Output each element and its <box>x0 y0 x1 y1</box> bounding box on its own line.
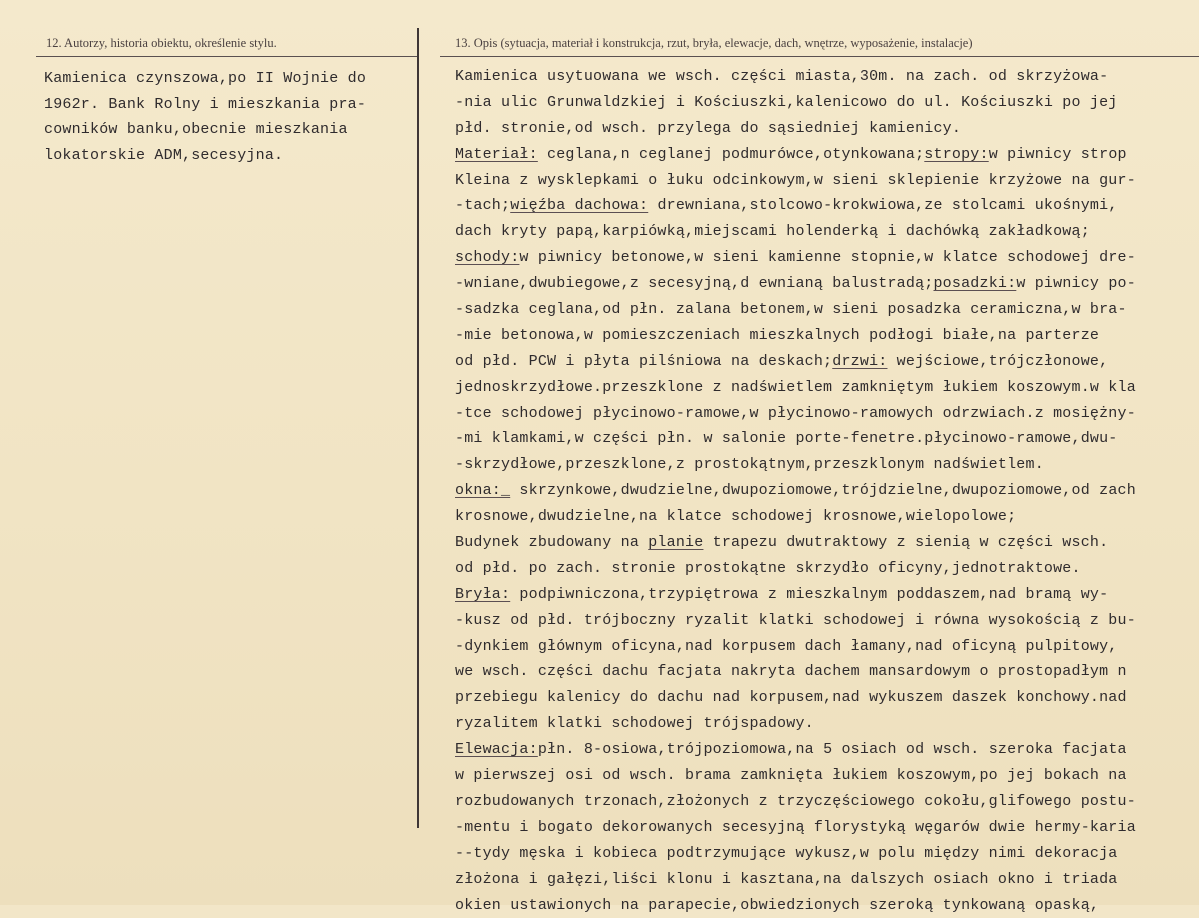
text-run: okien ustawionych na parapecie,obwiedzionych szeroką tynkowaną opaską, <box>455 897 1099 914</box>
text-run: od płd. po zach. stronie prostokątne skrzydło oficyny,jednotraktowe. <box>455 560 1081 577</box>
text-run: płn. 8-osiowa,trójpoziomowa,na 5 osiach od wsch. szeroka facjata <box>538 741 1127 758</box>
text-line <box>455 90 1199 116</box>
text-line <box>455 815 1199 841</box>
text-run: Budynek zbudowany na <box>455 534 648 551</box>
text-line <box>455 375 1199 401</box>
text-line <box>455 271 1199 297</box>
underlined-heading: planie <box>648 534 703 551</box>
text-run: -kusz od płd. trójboczny ryzalit klatki schodowej i równa wysokością z bu- <box>455 612 1136 629</box>
text-line <box>455 789 1199 815</box>
text-line <box>455 168 1199 194</box>
text-run: rozbudowanych trzonach,złożonych z trzyczęściowego cokołu,glifowego postu- <box>455 793 1136 810</box>
text-line <box>455 64 1199 90</box>
text-run: podpiwniczona,trzypiętrowa z mieszkalnym poddaszem,nad bramą wy- <box>510 586 1108 603</box>
text-run: -skrzydłowe,przeszklone,z prostokątnym,przeszklonym nadświetlem. <box>455 456 1044 473</box>
text-run: przebiegu kalenicy do dachu nad korpusem,nad wykuszem daszek konchowy.nad <box>455 689 1127 706</box>
text-line <box>455 297 1199 323</box>
text-line <box>455 685 1199 711</box>
text-run: cowników banku,obecnie mieszkania <box>44 121 348 138</box>
text-line <box>455 116 1199 142</box>
description-text <box>455 64 1199 918</box>
text-run: w piwnicy betonowe,w sieni kamienne stopnie,w klatce schodowej dre- <box>519 249 1136 266</box>
text-run: Kamienica czynszowa,po II Wojnie do <box>44 70 366 87</box>
header-rule-left <box>36 56 418 57</box>
section-12-header: 12. Autorzy, historia obiektu, określenie stylu. <box>46 36 277 51</box>
text-line <box>455 452 1199 478</box>
text-run: -tach; <box>455 197 510 214</box>
text-run: skrzynkowe,dwudzielne,dwupoziomowe,trójdzielne,dwupoziomowe,od zach <box>510 482 1136 499</box>
text-line <box>455 608 1199 634</box>
text-line <box>455 504 1199 530</box>
text-line <box>455 323 1199 349</box>
text-run: jednoskrzydłowe.przeszklone z nadświetlem zamkniętym łukiem koszowym.w kla <box>455 379 1136 396</box>
text-line <box>455 841 1199 867</box>
text-run: krosnowe,dwudzielne,na klatce schodowej krosnowe,wielopolowe; <box>455 508 1016 525</box>
text-run: Kleina z wysklepkami o łuku odcinkowym,w sieni sklepienie krzyżowe na gur- <box>455 172 1136 189</box>
underlined-heading: stropy: <box>924 146 988 163</box>
underlined-heading: więźba dachowa: <box>510 197 648 214</box>
text-line <box>455 659 1199 685</box>
text-run: w pierwszej osi od wsch. brama zamknięta łukiem koszowym,po jej bokach na <box>455 767 1127 784</box>
text-line <box>44 117 366 143</box>
text-line <box>455 530 1199 556</box>
text-run: ceglana,n ceglanej podmurówce,otynkowana; <box>538 146 924 163</box>
underlined-heading: okna:_ <box>455 482 510 499</box>
text-run: drewniana,stolcowo-krokwiowa,ze stolcami ukośnymi, <box>648 197 1117 214</box>
underlined-heading: drzwi: <box>832 353 887 370</box>
text-line <box>455 893 1199 918</box>
text-run: --tydy męska i kobieca podtrzymujące wykusz,w polu między nimi dekoracja <box>455 845 1118 862</box>
text-run: -wniane,dwubiegowe,z secesyjną,d ewnianą balustradą; <box>455 275 933 292</box>
text-line <box>455 142 1199 168</box>
text-run: Kamienica usytuowana we wsch. części miasta,30m. na zach. od skrzyżowa- <box>455 68 1108 85</box>
text-run: płd. stronie,od wsch. przylega do sąsiedniej kamienicy. <box>455 120 961 137</box>
text-line <box>455 349 1199 375</box>
text-run: -nia ulic Grunwaldzkiej i Kościuszki,kalenicowo do ul. Kościuszki po jej <box>455 94 1118 111</box>
text-line <box>44 92 366 118</box>
text-line <box>455 711 1199 737</box>
text-run: w piwnicy strop <box>989 146 1127 163</box>
text-run: lokatorskie ADM,secesyjna. <box>44 147 283 164</box>
text-run: -mi klamkami,w części płn. w salonie porte-fenetre.płycinowo-ramowe,dwu- <box>455 430 1118 447</box>
text-line <box>455 737 1199 763</box>
text-line <box>455 478 1199 504</box>
underlined-heading: Bryła: <box>455 586 510 603</box>
column-divider <box>417 28 419 828</box>
text-run: -sadzka ceglana,od płn. zalana betonem,w sieni posadzka ceramiczna,w bra- <box>455 301 1127 318</box>
text-run: -mentu i bogato dekorowanych secesyjną florystyką węgarów dwie hermy-karia <box>455 819 1136 836</box>
text-line <box>455 634 1199 660</box>
text-line <box>44 66 366 92</box>
text-run: 1962r. Bank Rolny i mieszkania pra- <box>44 96 366 113</box>
text-line <box>455 245 1199 271</box>
text-run: wejściowe,trójczłonowe, <box>887 353 1108 370</box>
text-run: od płd. PCW i płyta pilśniowa na deskach; <box>455 353 832 370</box>
text-run: dach kryty papą,karpiówką,miejscami holenderką i dachówką zakładkową; <box>455 223 1090 240</box>
text-run: trapezu dwutraktowy z sienią w części wsch. <box>703 534 1108 551</box>
underlined-heading: Elewacja: <box>455 741 538 758</box>
text-line <box>455 426 1199 452</box>
text-line <box>455 193 1199 219</box>
text-run: -tce schodowej płycinowo-ramowe,w płycinowo-ramowych odrzwiach.z mosiężny- <box>455 405 1136 422</box>
text-run: w piwnicy po- <box>1016 275 1136 292</box>
authors-history-text <box>44 66 366 168</box>
text-line <box>44 143 366 169</box>
section-13-header: 13. Opis (sytuacja, materiał i konstrukcja, rzut, bryła, elewacje, dach, wnętrze, wyposażenie, instalacje) <box>455 36 973 51</box>
underlined-heading: schody: <box>455 249 519 266</box>
text-run: -dynkiem głównym oficyna,nad korpusem dach łamany,nad oficyną pulpitowy, <box>455 638 1118 655</box>
text-line <box>455 763 1199 789</box>
text-run: złożona i gałęzi,liści klonu i kasztana,na dalszych osiach okno i triada <box>455 871 1118 888</box>
underlined-heading: posadzki: <box>933 275 1016 292</box>
text-run: we wsch. części dachu facjata nakryta dachem mansardowym o prostopadłym n <box>455 663 1127 680</box>
text-run: ryzalitem klatki schodowej trójspadowy. <box>455 715 814 732</box>
text-run: -mie betonowa,w pomieszczeniach mieszkalnych podłogi białe,na parterze <box>455 327 1099 344</box>
text-line <box>455 556 1199 582</box>
underlined-heading: Materiał: <box>455 146 538 163</box>
text-line <box>455 401 1199 427</box>
header-rule-right <box>440 56 1199 57</box>
text-line <box>455 582 1199 608</box>
text-line <box>455 219 1199 245</box>
text-line <box>455 867 1199 893</box>
